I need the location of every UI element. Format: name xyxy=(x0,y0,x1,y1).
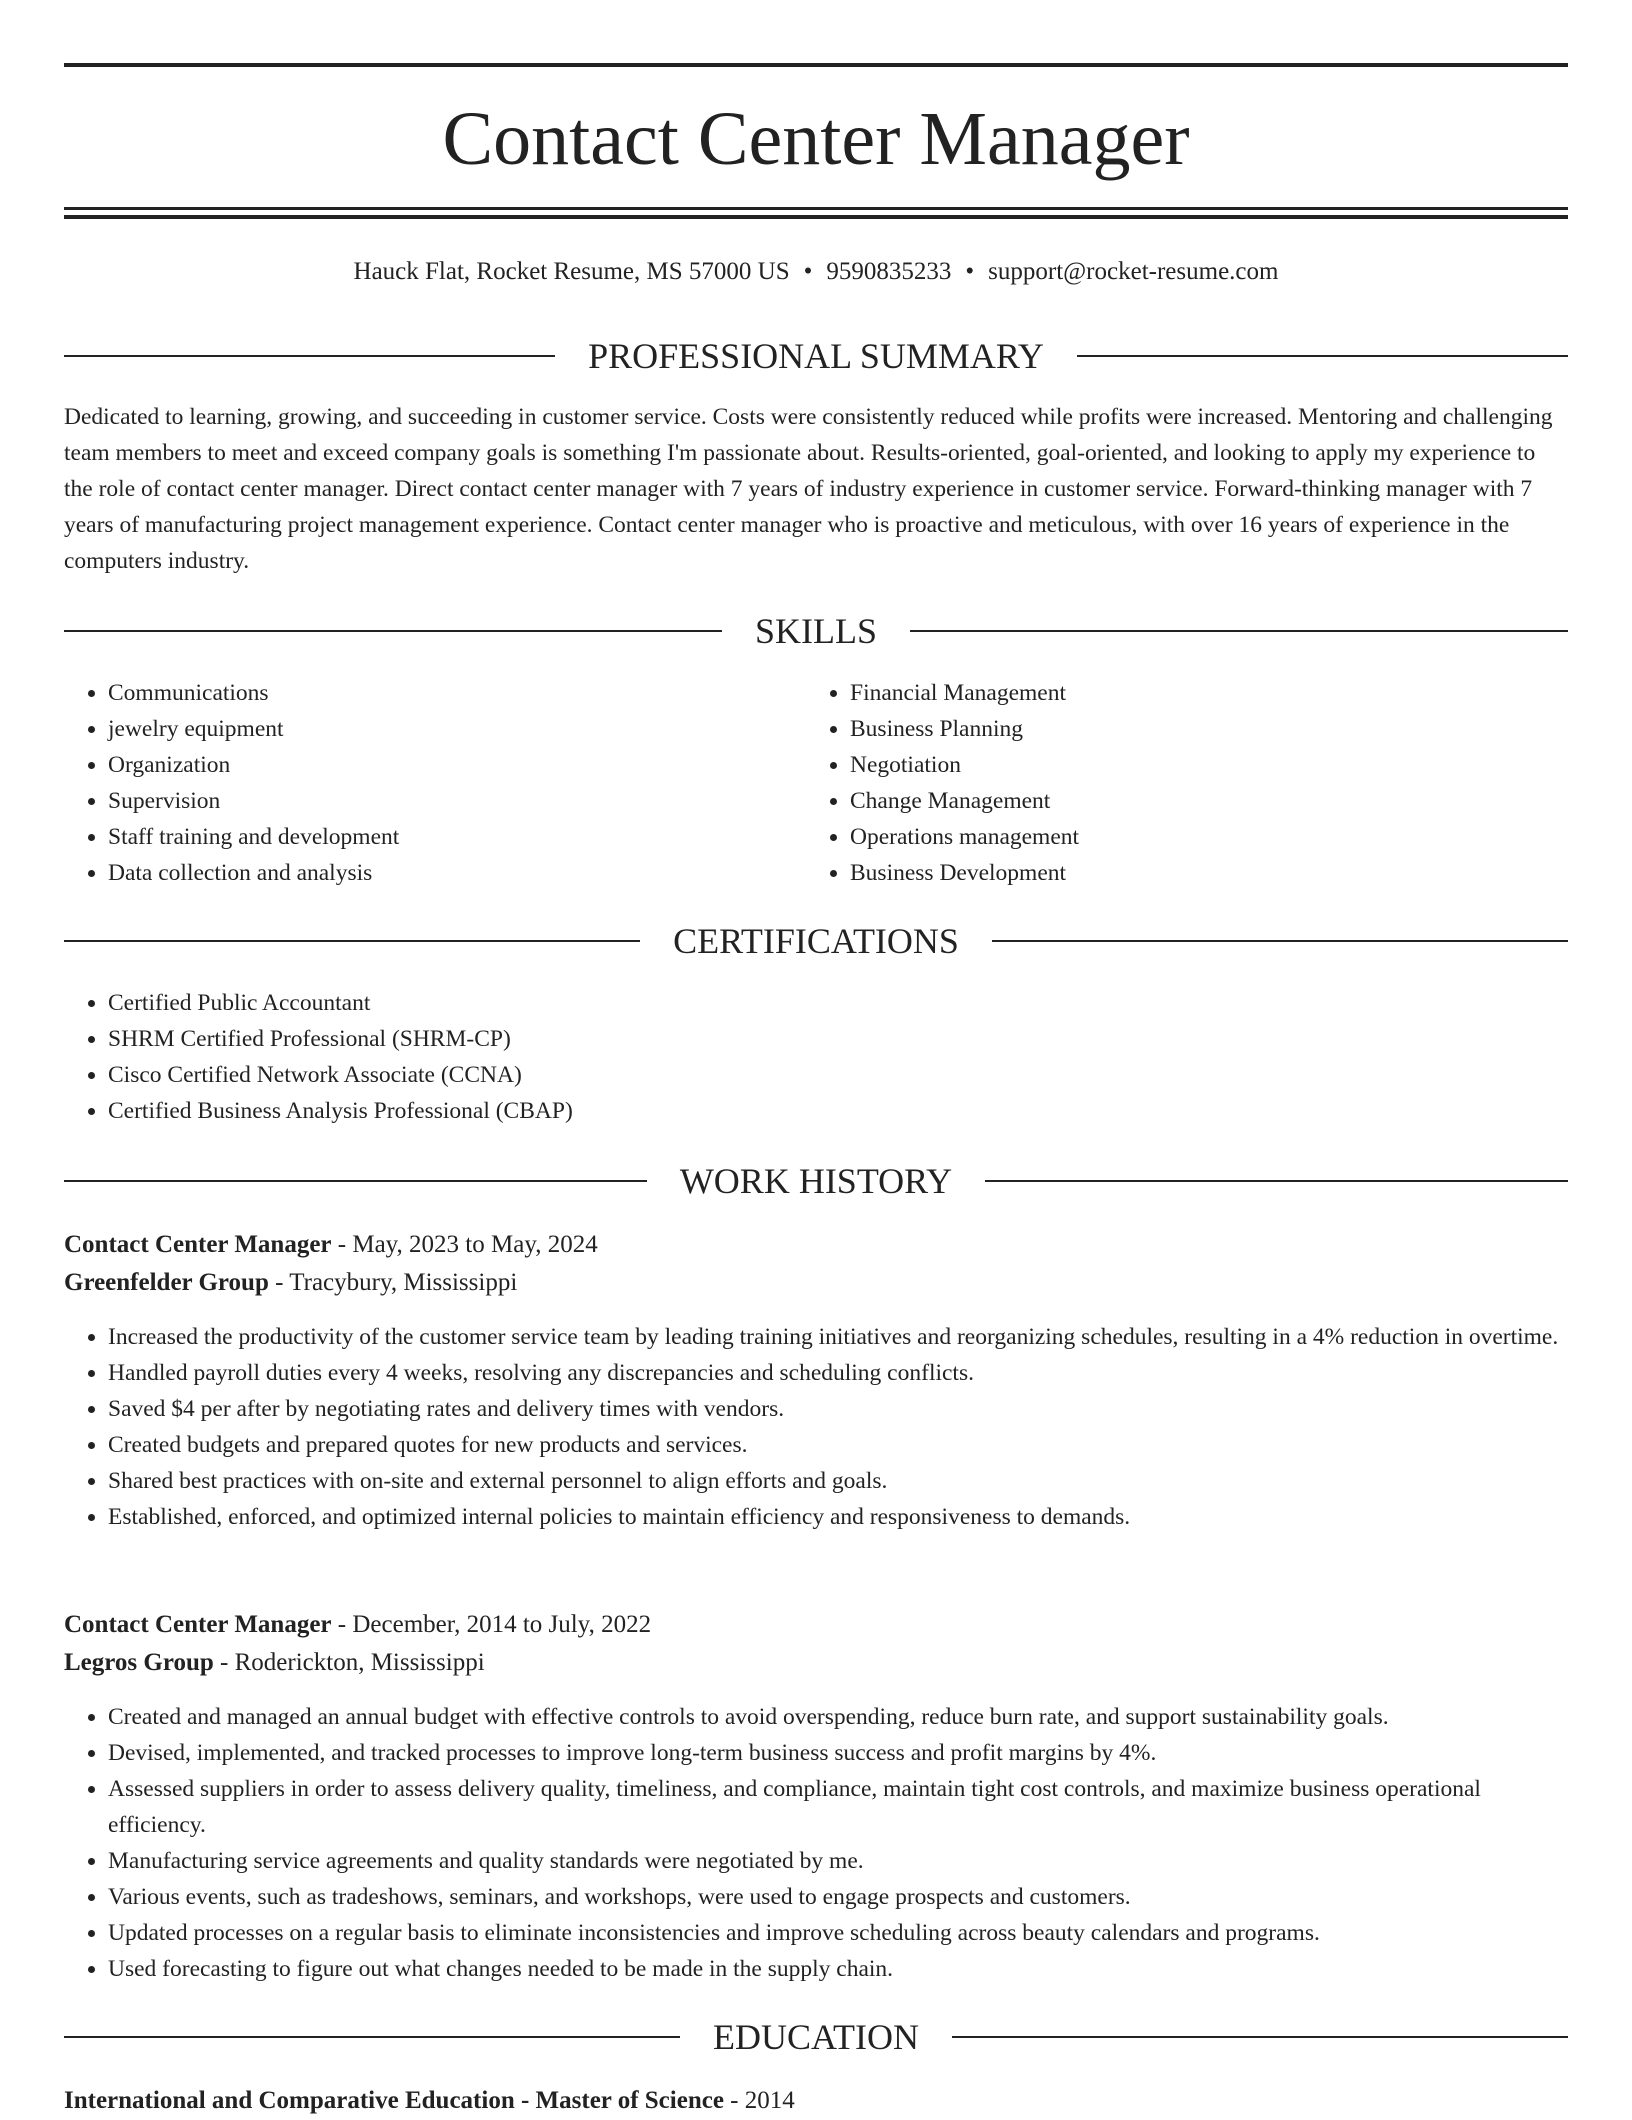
job-bullets xyxy=(64,1699,1568,1987)
skill-item: • Financial Management xyxy=(850,675,1550,711)
section-title: EDUCATION xyxy=(713,2017,919,2057)
job-bullet: • Handled payroll duties every 4 weeks, resolving any discrepancies and scheduling conflicts. xyxy=(108,1355,1568,1391)
skills-heading xyxy=(64,609,1568,653)
heading-rule-left xyxy=(64,1180,647,1182)
certification-item: • SHRM Certified Professional (SHRM-CP) xyxy=(108,1021,1568,1057)
resume-title: Contact Center Manager xyxy=(442,97,1190,181)
job-bullet: • Updated processes on a regular basis to eliminate inconsistencies and improve scheduling across beauty calendars and programs. xyxy=(108,1915,1568,1951)
job-company: Greenfelder Group xyxy=(64,1269,269,1296)
education-line xyxy=(64,2082,1568,2120)
skill-item: • jewelry equipment xyxy=(108,711,788,747)
heading-rule-right xyxy=(910,630,1568,632)
education-heading xyxy=(64,2015,1568,2059)
job-bullet: • Increased the productivity of the customer service team by leading training initiatives and reorganizing schedules, resulting in a 4% reduction in overtime. xyxy=(108,1319,1568,1355)
job-title: Contact Center Manager xyxy=(64,1231,332,1258)
heading-rule-right xyxy=(992,940,1568,942)
heading-rule-left xyxy=(64,355,555,357)
bullet-separator: • xyxy=(965,258,975,285)
job-bullet: • Saved $4 per after by negotiating rates and delivery times with vendors. xyxy=(108,1391,1568,1427)
skill-item: • Change Management xyxy=(850,783,1550,819)
heading-rule-right xyxy=(1077,355,1568,357)
skill-item: • Negotiation xyxy=(850,747,1550,783)
bullet-separator: • xyxy=(803,258,813,285)
skill-item: • Communications xyxy=(108,675,788,711)
contact-phone: 9590835233 xyxy=(826,258,952,285)
contact-address: Hauck Flat, Rocket Resume, MS 57000 US xyxy=(353,258,790,285)
job-bullet: • Shared best practices with on-site and external personnel to align efforts and goals. xyxy=(108,1463,1568,1499)
certification-item: • Certified Public Accountant xyxy=(108,985,1568,1021)
section-title: PROFESSIONAL SUMMARY xyxy=(588,336,1044,376)
certifications-list xyxy=(64,985,1568,1129)
certification-item: • Cisco Certified Network Associate (CCNA) xyxy=(108,1057,1568,1093)
job-title-line xyxy=(64,1226,1568,1264)
job-company-line xyxy=(64,1644,1568,1682)
job-bullet: • Created and managed an annual budget with effective controls to avoid overspending, reduce burn rate, and support sustainability goals. xyxy=(108,1699,1568,1735)
top-rule xyxy=(64,63,1568,67)
skill-item: • Business Planning xyxy=(850,711,1550,747)
contact-info xyxy=(64,256,1568,288)
job-company-line xyxy=(64,1264,1568,1302)
skill-item: • Data collection and analysis xyxy=(108,855,788,891)
section-title: WORK HISTORY xyxy=(679,1161,953,1201)
job-dates: - May, 2023 to May, 2024 xyxy=(331,1231,598,1258)
job-dates: - December, 2014 to July, 2022 xyxy=(331,1611,652,1638)
skill-item: • Organization xyxy=(108,747,788,783)
skill-item: • Operations management xyxy=(850,819,1550,855)
job-location: - Tracybury, Mississippi xyxy=(268,1269,518,1296)
job-title-line xyxy=(64,1606,1568,1644)
heading-rule-left xyxy=(64,940,640,942)
title-rule-upper xyxy=(64,207,1568,210)
heading-rule-left xyxy=(64,2036,680,2038)
education-degree: International and Comparative Education - Master of Science xyxy=(64,2087,724,2114)
title-rule-lower xyxy=(64,215,1568,219)
job-bullet: • Established, enforced, and optimized internal policies to maintain efficiency and responsiveness to demands. xyxy=(108,1499,1568,1535)
contact-email: support@rocket-resume.com xyxy=(988,258,1279,285)
education-year: - 2014 xyxy=(723,2087,795,2114)
job-title: Contact Center Manager xyxy=(64,1611,332,1638)
skill-item: • Business Development xyxy=(850,855,1550,891)
heading-rule-left xyxy=(64,630,722,632)
certifications-heading xyxy=(64,919,1568,963)
job-bullet: • Assessed suppliers in order to assess delivery quality, timeliness, and compliance, maintain tight cost controls, and maximize business operational efficiency. xyxy=(108,1771,1568,1843)
job-location: - Roderickton, Mississippi xyxy=(213,1649,485,1676)
skill-item: • Staff training and development xyxy=(108,819,788,855)
job-bullet: • Used forecasting to figure out what changes needed to be made in the supply chain. xyxy=(108,1951,1568,1987)
section-title: CERTIFICATIONS xyxy=(673,921,959,961)
heading-rule-right xyxy=(985,1180,1568,1182)
job-bullets xyxy=(64,1319,1568,1535)
skill-item: • Supervision xyxy=(108,783,788,819)
job-company: Legros Group xyxy=(64,1649,214,1676)
skills-list-left xyxy=(64,675,788,891)
work-history-heading xyxy=(64,1159,1568,1203)
summary-heading xyxy=(64,334,1568,378)
job-bullet: • Created budgets and prepared quotes for new products and services. xyxy=(108,1427,1568,1463)
heading-rule-right xyxy=(952,2036,1568,2038)
certification-item: • Certified Business Analysis Professional (CBAP) xyxy=(108,1093,1568,1129)
summary-text: Dedicated to learning, growing, and succeeding in customer service. Costs were consistently reduced while profits were increased. Mentoring and challenging team members to meet and exceed company goals is something I'm passionate about. Results-oriented, goal-oriented, and looking to apply my experience to the role of contact center manager. Direct contact center manager with 7 years of industry experience in customer service. Forward-thinking manager with 7 years of manufacturing project management experience. Contact center manager who is proactive and meticulous, with over 16 years of experience in the computers industry. xyxy=(64,404,1553,574)
job-bullet: • Various events, such as tradeshows, seminars, and workshops, were used to engage prospects and customers. xyxy=(108,1879,1568,1915)
skills-list-right xyxy=(806,675,1550,891)
job-bullet: • Devised, implemented, and tracked processes to improve long-term business success and profit margins by 4%. xyxy=(108,1735,1568,1771)
section-title: SKILLS xyxy=(755,611,878,651)
job-bullet: • Manufacturing service agreements and quality standards were negotiated by me. xyxy=(108,1843,1568,1879)
